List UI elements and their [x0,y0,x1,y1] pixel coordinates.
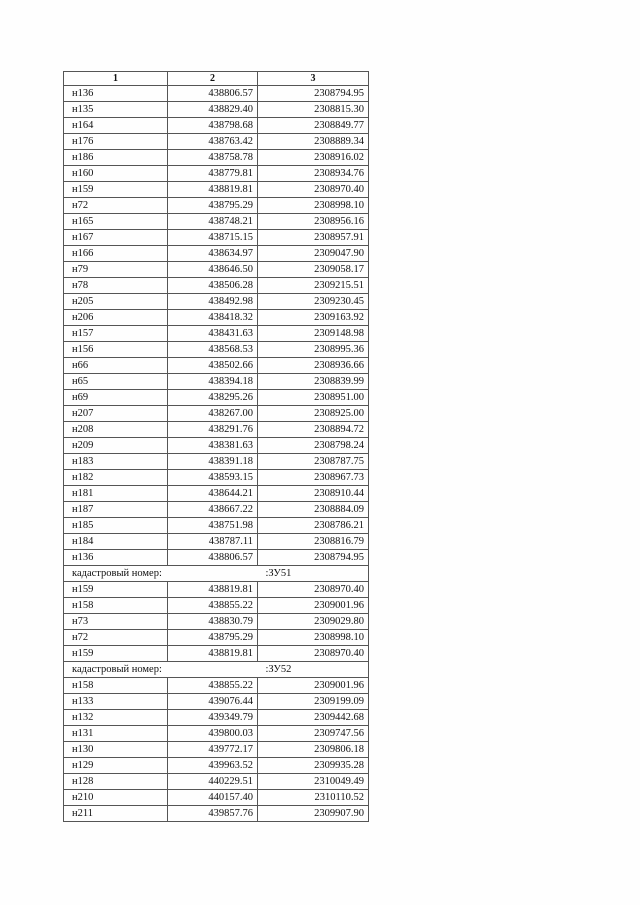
y-coordinate-cell: 2308786.21 [258,518,369,534]
table-row [64,406,369,422]
table-row [64,438,369,454]
point-name-cell: н185 [64,518,168,534]
point-name-cell: н157 [64,326,168,342]
y-coordinate-cell: 2308787.75 [258,454,369,470]
table-row [64,182,369,198]
y-coordinate-cell: 2309058.17 [258,262,369,278]
table-row [64,262,369,278]
x-coordinate-cell: 438644.21 [168,486,258,502]
table-row [64,246,369,262]
table-row [64,470,369,486]
table-row [64,742,369,758]
point-name-cell: н183 [64,454,168,470]
y-coordinate-cell: 2308839.99 [258,374,369,390]
table-row [64,390,369,406]
table-row [64,598,369,614]
x-coordinate-cell: 438418.32 [168,310,258,326]
point-name-cell: н206 [64,310,168,326]
point-name-cell: н187 [64,502,168,518]
point-name-cell: н210 [64,790,168,806]
y-coordinate-cell: 2308936.66 [258,358,369,374]
y-coordinate-cell: 2308970.40 [258,182,369,198]
table-row [64,134,369,150]
x-coordinate-cell: 438394.18 [168,374,258,390]
point-name-cell: н129 [64,758,168,774]
point-name-cell: н208 [64,422,168,438]
x-coordinate-cell: 439963.52 [168,758,258,774]
x-coordinate-cell: 438798.68 [168,118,258,134]
point-name-cell: н166 [64,246,168,262]
point-name-cell: н69 [64,390,168,406]
y-coordinate-cell: 2309163.92 [258,310,369,326]
point-name-cell: н159 [64,646,168,662]
table-row [64,582,369,598]
point-name-cell: н72 [64,198,168,214]
table-body [64,86,369,822]
x-coordinate-cell: 438763.42 [168,134,258,150]
x-coordinate-cell: 438787.11 [168,534,258,550]
y-coordinate-cell: 2308910.44 [258,486,369,502]
column-header-y: 3 [258,72,369,86]
y-coordinate-cell: 2310049.49 [258,774,369,790]
y-coordinate-cell: 2308889.34 [258,134,369,150]
x-coordinate-cell: 438391.18 [168,454,258,470]
y-coordinate-cell: 2308951.00 [258,390,369,406]
point-name-cell: н207 [64,406,168,422]
table-row [64,534,369,550]
point-name-cell: н160 [64,166,168,182]
y-coordinate-cell: 2309907.90 [258,806,369,822]
x-coordinate-cell: 438295.26 [168,390,258,406]
point-name-cell: н66 [64,358,168,374]
table-row [64,806,369,822]
table-row [64,486,369,502]
y-coordinate-cell: 2309047.90 [258,246,369,262]
point-name-cell: н132 [64,710,168,726]
table-row [64,502,369,518]
y-coordinate-cell: 2309029.80 [258,614,369,630]
y-coordinate-cell: 2309230.45 [258,294,369,310]
point-name-cell: н130 [64,742,168,758]
y-coordinate-cell: 2309199.09 [258,694,369,710]
y-coordinate-cell: 2308956.16 [258,214,369,230]
coordinates-table [63,71,369,822]
point-name-cell: н211 [64,806,168,822]
table-row [64,102,369,118]
point-name-cell: н209 [64,438,168,454]
table-header-row [64,72,369,86]
point-name-cell: н184 [64,534,168,550]
point-name-cell: н79 [64,262,168,278]
table-row [64,86,369,102]
y-coordinate-cell: 2309806.18 [258,742,369,758]
x-coordinate-cell: 438795.29 [168,198,258,214]
table-row [64,790,369,806]
x-coordinate-cell: 438758.78 [168,150,258,166]
column-header-point: 1 [64,72,168,86]
table-row [64,614,369,630]
x-coordinate-cell: 439857.76 [168,806,258,822]
y-coordinate-cell: 2308815.30 [258,102,369,118]
x-coordinate-cell: 438819.81 [168,182,258,198]
y-coordinate-cell: 2308998.10 [258,630,369,646]
y-coordinate-cell: 2308995.36 [258,342,369,358]
y-coordinate-cell: 2309001.96 [258,678,369,694]
x-coordinate-cell: 438830.79 [168,614,258,630]
y-coordinate-cell: 2309148.98 [258,326,369,342]
x-coordinate-cell: 438806.57 [168,550,258,566]
point-name-cell: н181 [64,486,168,502]
table-row [64,278,369,294]
x-coordinate-cell: 438646.50 [168,262,258,278]
table-row [64,374,369,390]
point-name-cell: н165 [64,214,168,230]
y-coordinate-cell: 2308957.91 [258,230,369,246]
table-row [64,230,369,246]
table-row [64,550,369,566]
y-coordinate-cell: 2308998.10 [258,198,369,214]
point-name-cell: н65 [64,374,168,390]
y-coordinate-cell: 2308849.77 [258,118,369,134]
y-coordinate-cell: 2308884.09 [258,502,369,518]
x-coordinate-cell: 438748.21 [168,214,258,230]
table-row [64,758,369,774]
x-coordinate-cell: 439076.44 [168,694,258,710]
y-coordinate-cell: 2309935.28 [258,758,369,774]
y-coordinate-cell: 2308816.79 [258,534,369,550]
table-row [64,454,369,470]
x-coordinate-cell: 438291.76 [168,422,258,438]
table-row [64,294,369,310]
table-row [64,198,369,214]
point-name-cell: н167 [64,230,168,246]
x-coordinate-cell: 438568.53 [168,342,258,358]
x-coordinate-cell: 438795.29 [168,630,258,646]
y-coordinate-cell: 2308967.73 [258,470,369,486]
table-row [64,326,369,342]
point-name-cell: н128 [64,774,168,790]
x-coordinate-cell: 439349.79 [168,710,258,726]
point-name-cell: н78 [64,278,168,294]
x-coordinate-cell: 438267.00 [168,406,258,422]
x-coordinate-cell: 438667.22 [168,502,258,518]
y-coordinate-cell: 2308894.72 [258,422,369,438]
point-name-cell: н136 [64,86,168,102]
cadastral-number-value: :ЗУ52 [258,662,369,678]
x-coordinate-cell: 438855.22 [168,678,258,694]
table-row [64,310,369,326]
section-header-row [64,662,369,678]
point-name-cell: н131 [64,726,168,742]
point-name-cell: н159 [64,182,168,198]
x-coordinate-cell: 438779.81 [168,166,258,182]
x-coordinate-cell: 438751.98 [168,518,258,534]
x-coordinate-cell: 438492.98 [168,294,258,310]
y-coordinate-cell: 2309747.56 [258,726,369,742]
y-coordinate-cell: 2309215.51 [258,278,369,294]
table-row [64,118,369,134]
cadastral-number-label: кадастровый номер: [64,662,258,678]
y-coordinate-cell: 2308794.95 [258,86,369,102]
y-coordinate-cell: 2309001.96 [258,598,369,614]
x-coordinate-cell: 440229.51 [168,774,258,790]
table-row [64,630,369,646]
point-name-cell: н186 [64,150,168,166]
table-row [64,214,369,230]
section-header-row [64,566,369,582]
y-coordinate-cell: 2308798.24 [258,438,369,454]
y-coordinate-cell: 2308970.40 [258,582,369,598]
y-coordinate-cell: 2308934.76 [258,166,369,182]
table-row [64,150,369,166]
x-coordinate-cell: 439800.03 [168,726,258,742]
table-row [64,774,369,790]
y-coordinate-cell: 2308925.00 [258,406,369,422]
x-coordinate-cell: 438381.63 [168,438,258,454]
table-row [64,358,369,374]
x-coordinate-cell: 438506.28 [168,278,258,294]
x-coordinate-cell: 440157.40 [168,790,258,806]
table-row [64,646,369,662]
x-coordinate-cell: 438855.22 [168,598,258,614]
point-name-cell: н164 [64,118,168,134]
x-coordinate-cell: 438819.81 [168,646,258,662]
table-row [64,678,369,694]
table-row [64,342,369,358]
table-row [64,422,369,438]
table-row [64,518,369,534]
point-name-cell: н136 [64,550,168,566]
y-coordinate-cell: 2308970.40 [258,646,369,662]
point-name-cell: н156 [64,342,168,358]
x-coordinate-cell: 438431.63 [168,326,258,342]
point-name-cell: н72 [64,630,168,646]
table-row [64,166,369,182]
point-name-cell: н205 [64,294,168,310]
table-row [64,726,369,742]
point-name-cell: н158 [64,678,168,694]
x-coordinate-cell: 438593.15 [168,470,258,486]
point-name-cell: н135 [64,102,168,118]
cadastral-number-label: кадастровый номер: [64,566,258,582]
cadastral-number-value: :ЗУ51 [258,566,369,582]
x-coordinate-cell: 438502.66 [168,358,258,374]
x-coordinate-cell: 439772.17 [168,742,258,758]
x-coordinate-cell: 438634.97 [168,246,258,262]
table-row [64,694,369,710]
x-coordinate-cell: 438715.15 [168,230,258,246]
point-name-cell: н133 [64,694,168,710]
point-name-cell: н176 [64,134,168,150]
point-name-cell: н159 [64,582,168,598]
y-coordinate-cell: 2308794.95 [258,550,369,566]
y-coordinate-cell: 2310110.52 [258,790,369,806]
x-coordinate-cell: 438819.81 [168,582,258,598]
x-coordinate-cell: 438829.40 [168,102,258,118]
y-coordinate-cell: 2309442.68 [258,710,369,726]
x-coordinate-cell: 438806.57 [168,86,258,102]
table-row [64,710,369,726]
column-header-x: 2 [168,72,258,86]
point-name-cell: н158 [64,598,168,614]
point-name-cell: н182 [64,470,168,486]
y-coordinate-cell: 2308916.02 [258,150,369,166]
point-name-cell: н73 [64,614,168,630]
